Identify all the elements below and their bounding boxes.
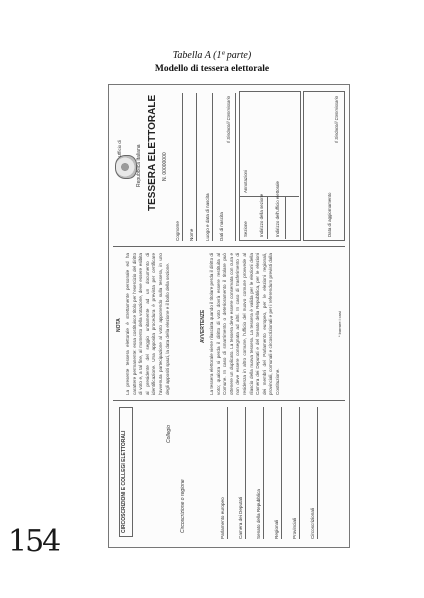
circoscrizioni-header: CIRCOSCRIZIONI E COLLEGI ELETTORALI <box>121 430 127 533</box>
avvertenze-title: AVVERTENZE <box>200 309 206 343</box>
section-field-address: Indirizzo della sezione <box>259 193 264 237</box>
card-number: N. 00000000 <box>162 152 168 181</box>
nota-title: NOTA <box>116 318 122 332</box>
fold-line <box>113 400 345 401</box>
row-label-regionali: Regionali <box>274 519 279 539</box>
page-number: 154 <box>8 524 60 559</box>
scanned-card-wrapper <box>108 86 348 548</box>
republic-line-1: Ufficio di <box>117 140 122 157</box>
annotations-label: Annotazioni <box>243 170 248 193</box>
field-line <box>267 197 268 239</box>
republic-line-2: Repubblica Italiana <box>136 144 142 187</box>
section-label: Sezione <box>243 221 248 237</box>
field-line <box>212 93 213 241</box>
col-circoscrizione: Circoscrizione o regione <box>180 479 186 533</box>
field-nome: Nome <box>189 228 194 241</box>
field-line <box>235 93 236 241</box>
field-luogo-nascita: Luogo e data di nascita <box>205 193 210 241</box>
row-label-camera: Camera dei Deputati <box>238 496 243 539</box>
row-label-senato: Senato della Repubblica <box>256 489 261 539</box>
section-divider <box>239 196 299 197</box>
republic-emblem-icon <box>115 155 137 179</box>
field-cognome: Cognome <box>175 221 180 241</box>
field-line <box>182 93 183 241</box>
field-line <box>196 93 197 241</box>
row-line <box>245 407 246 539</box>
update-date: Data di aggiornamento <box>327 192 332 237</box>
section-field-office: Indirizzo dell'ufficio elettorale <box>275 181 280 237</box>
row-line <box>281 407 282 539</box>
voter-card-model <box>108 84 350 548</box>
card-title: TESSERA ELETTORALE <box>147 94 158 211</box>
middle-footer: * barrare i casi <box>337 311 342 337</box>
nota-text: La presente tessera elettorale è strettamente personale ed ha carattere permanente: essa costituisce titolo per l'esercizio del diritto di voto e, a tal fine, al momento della votazione, deve essere esibita al presidente del seggio unitamente ad un documento di identificazione. Una apposita procedura è prevista per certificare l'avvenuta partecipazione al voto apponendo sulla tessera, in uno degli appositi spazi, la data della elezione e il bollo della sezione. <box>125 253 170 395</box>
row-line <box>299 407 300 539</box>
row-line <box>263 407 264 539</box>
row-line <box>317 407 318 539</box>
row-label-circoscrizionali: Circoscrizionali <box>310 508 315 539</box>
footer-signature: Il Sindaco/il Commissario <box>334 95 339 143</box>
row-line <box>227 407 228 539</box>
page-title: Modello di tessera elettorale <box>154 64 270 74</box>
avvertenze-text: La tessera elettorale viene rilasciata quando il titolare perda il diritto di voto; qualora si perda il diritto di voto dovrà essere restituita al Comune. In caso di smarrimento o deterioramento il titolare può ottenere un duplicato. La tessera deve essere conservata con cura e non deve essere consegnata ad altri. In caso di trasferimento di residenza in altro comune, l'ufficio del nuovo comune provvede al rilascio della nuova tessera. La tessera è valida per le elezioni della Camera dei Deputati e del Senato della Repubblica, per le elezioni dei membri del Parlamento europeo, per le elezioni regionali, provinciali, comunali e circoscrizionali e per i referendum previsti dalla Costituzione. <box>209 253 280 395</box>
section-box <box>239 91 301 241</box>
row-label-parlamento: Parlamento europeo <box>220 497 225 539</box>
row-label-provinciali: Provinciali <box>292 518 297 539</box>
official-signature: Il Sindaco/il Commissario <box>226 95 231 143</box>
table-caption: Tabella A (1ª parte) <box>172 50 252 61</box>
field-line <box>285 197 286 239</box>
col-collegio: Collegio <box>166 424 172 443</box>
fold-line <box>113 246 345 247</box>
field-dati-nascita: Dati di nascita <box>219 212 224 241</box>
